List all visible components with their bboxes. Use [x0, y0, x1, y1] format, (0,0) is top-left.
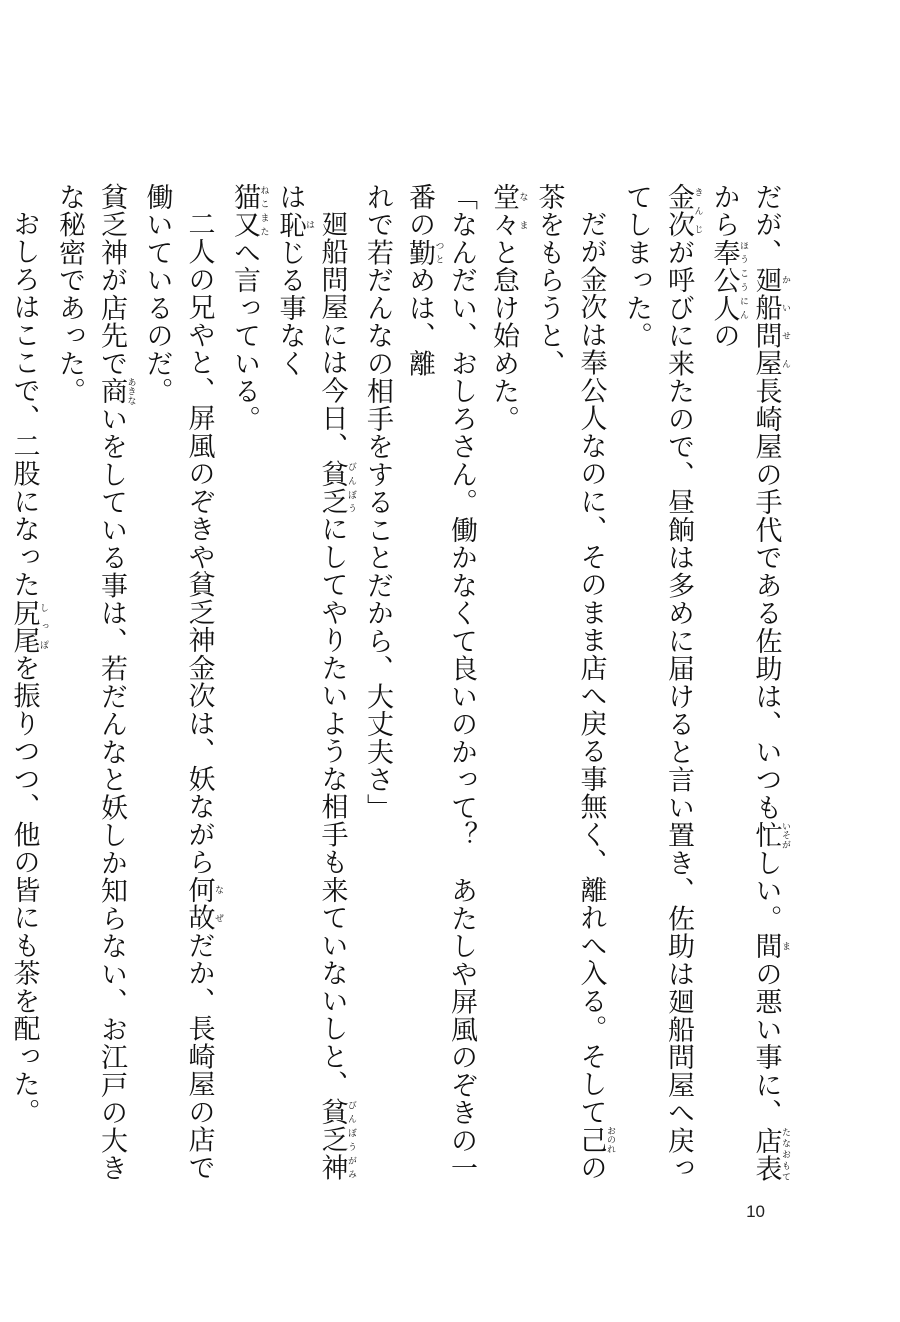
text-run: は [274, 183, 306, 211]
furigana: きんじ [692, 183, 703, 239]
ruby-base: 間 [750, 932, 782, 960]
paragraph [528, 183, 616, 1183]
text-run: じる事なく [274, 238, 306, 378]
ruby-base: 勤 [404, 238, 435, 267]
ruby-word [229, 183, 269, 239]
text-run: へ言っている。 [229, 238, 260, 433]
page-number: 10 [746, 1202, 765, 1221]
vertical-text-body [8, 183, 790, 1183]
ruby-base: 忙 [750, 821, 782, 849]
text-run: めは、離 [404, 266, 435, 378]
furigana: かいせん [780, 266, 790, 378]
ruby-base: 何故 [183, 876, 215, 932]
ruby-base: 猫又 [229, 183, 260, 239]
paragraph [615, 183, 703, 1183]
text-run: おしろはここで、二股になった [8, 210, 40, 599]
text-run: れで若だんなの相手をすることだから、大丈夫さ」 [362, 183, 393, 822]
paragraph [223, 183, 269, 1183]
ruby-word [316, 1098, 356, 1182]
text-run: いをしている事は、若だんなと妖しか知らない、お江戸の大きな秘密であった。 [54, 183, 127, 1182]
ruby-word [488, 183, 528, 239]
text-run: だか、長崎屋の店で働いているのだ。 [141, 183, 215, 1182]
furigana: は [304, 210, 314, 239]
ruby-word [750, 821, 790, 849]
ruby-word [404, 238, 444, 267]
paragraph [703, 183, 791, 1183]
furigana: なぜ [213, 876, 223, 932]
text-run: が呼びに来たので、昼餉は多めに届けると言い置き、佐助は廻船問屋へ戻ってしまった。 [621, 183, 694, 1182]
paragraph [269, 183, 357, 1183]
furigana: ほうこうにん [738, 238, 748, 322]
ruby-base: 商 [96, 377, 127, 405]
paragraph [136, 183, 224, 1183]
ruby-word [8, 598, 48, 655]
ruby-word [750, 1126, 790, 1183]
furigana: いそが [780, 821, 790, 849]
ruby-base: 店表 [750, 1126, 782, 1182]
paragraph [398, 183, 482, 1183]
ruby-word [708, 238, 748, 322]
furigana: ねこまた [258, 183, 269, 239]
paragraph [0, 183, 3, 1183]
furigana: びんぼうがみ [346, 1098, 356, 1182]
text-run: 貧乏神が店先で [96, 183, 127, 378]
ruby-base: 堂々 [488, 183, 519, 239]
ruby-base: 奉公人 [708, 238, 740, 322]
ruby-base: 金次 [663, 183, 694, 239]
text-run: の茶をもらうと、 [533, 183, 607, 1182]
text-run: の悪い事に、 [750, 960, 782, 1127]
ruby-word [274, 210, 314, 239]
ruby-word [183, 876, 223, 932]
text-run: と怠け始めた。 [488, 238, 519, 433]
ruby-base: 貧乏 [316, 459, 348, 516]
paragraph [3, 183, 49, 1183]
furigana: びんぼう [346, 459, 356, 516]
furigana: たなおもて [780, 1126, 790, 1182]
ruby-word [96, 377, 136, 405]
ruby-word [663, 183, 703, 239]
text-run: 「なんだい、おしろさん。働かなくて良いのかって？ あたしや屏風のぞきの一番の [404, 183, 477, 1182]
furigana: ま [780, 932, 790, 960]
text-run: だが金次は奉公人なのに、そのまま店へ戻る事無く、離れへ入る。そして [575, 210, 607, 1126]
text-run: しい。 [750, 849, 782, 933]
text-run: を振りつつ、他の皆にも茶を配った。 [8, 654, 40, 1126]
text-run: の [708, 321, 740, 350]
ruby-base: 廻船問屋 [750, 266, 782, 378]
text-run: 廻船問屋には今日、 [316, 210, 348, 460]
ruby-word [750, 266, 790, 378]
ruby-base: 貧乏神 [316, 1098, 348, 1182]
ruby-base: 己 [575, 1125, 607, 1154]
furigana: あきな [125, 377, 136, 405]
text-run: 長崎屋の手代である佐助は、いつも [750, 377, 782, 822]
text-run: から [708, 183, 740, 239]
ruby-base: 恥 [274, 210, 306, 239]
ruby-word [575, 1125, 615, 1154]
paragraph [356, 183, 398, 1183]
ruby-word [750, 932, 790, 960]
furigana: おのれ [605, 1125, 615, 1154]
paragraph [48, 183, 136, 1183]
text-run: 二人の兄やと、屏風のぞきや貧乏神金次は、妖ながら [183, 210, 215, 876]
furigana: つと [433, 238, 444, 267]
ruby-base: 尻尾 [8, 598, 40, 654]
text-run: にしてやりたいような相手も来ていないしと、 [316, 515, 348, 1098]
text-run: だが、 [750, 183, 782, 267]
ruby-word [316, 459, 356, 516]
furigana: しっぽ [38, 598, 48, 654]
furigana: なま [517, 183, 528, 239]
paragraph [482, 183, 528, 1183]
